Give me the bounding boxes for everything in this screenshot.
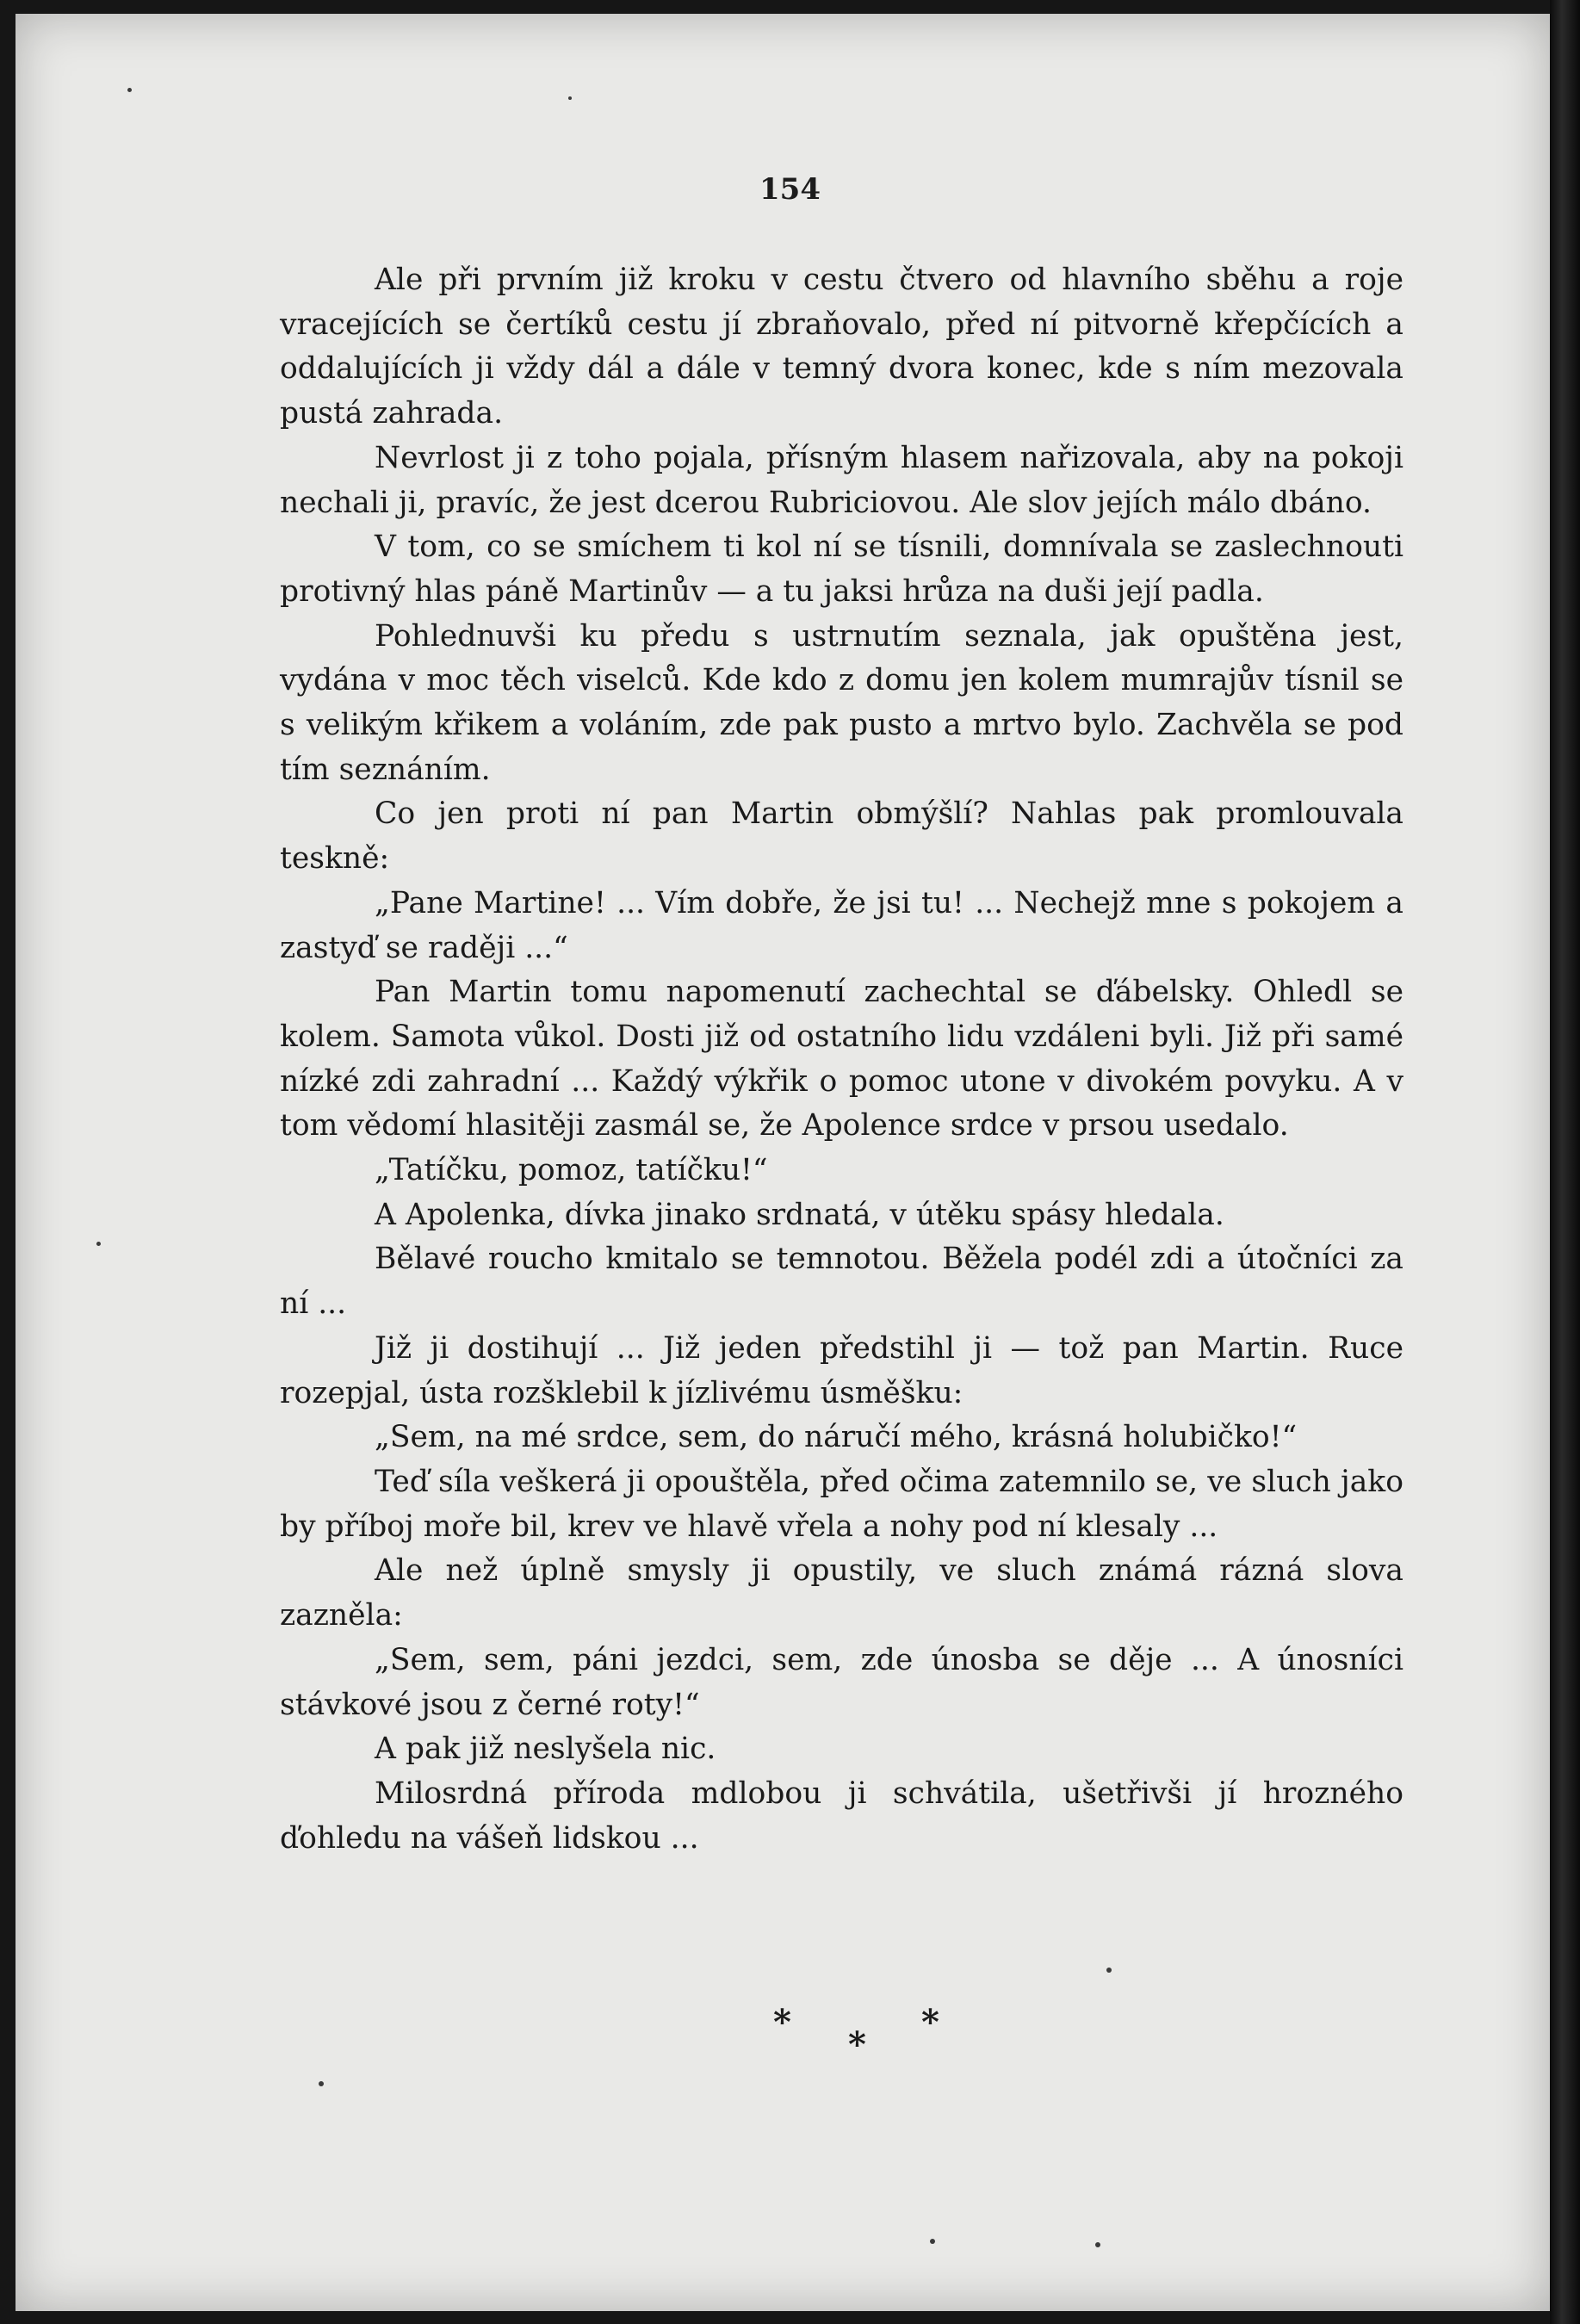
paragraph: „Pane Martine! ... Vím dobře, že jsi tu! ... Nechejž mne s pokojem a zastyď se raději ...“ [280,885,1403,965]
page-number: 154 [759,172,821,207]
asterisk: * [921,2002,939,2042]
asterisk: * [773,2002,791,2042]
paragraph: Bělavé roucho kmitalo se temnotou. Běžela podél zdi a útočníci za ní ... [280,1242,1403,1322]
paper-speck [127,88,132,92]
body-text [280,258,1403,1861]
paragraph: Teď síla veškerá ji opouštěla, před očima zatemnilo se, ve sluch jako by příboj moře bil, krev ve hlavě vřela a nohy pod ní klesaly ... [280,1464,1403,1544]
paragraph: Ale než úplně smysly ji opustily, ve sluch známá rázná slova zazněla: [280,1553,1403,1633]
paragraph: Co jen proti ní pan Martin obmýšlí? Nahlas pak promlouvala teskně: [280,796,1403,877]
paragraph: Milosrdná příroda mdlobou ji schvátila, ušetřivši jí hrozného ďohledu na vášeň lidskou ... [280,1776,1403,1856]
paragraph: A pak již neslyšela nic. [375,1732,716,1767]
book-spine-edge [1550,0,1580,2324]
section-break-asterism [0,2002,1580,2071]
paragraph: Pan Martin tomu napomenutí zachechtal se ďábelsky. Ohledl se kolem. Samota vůkol. Dosti již od ostatního lidu vzdáleni byli. Již při samé nízké zdi zahradní ... Každý výkřik o pomoc utone v divokém povyku. A v tom vědomí hlasitěji zasmál se, že Apolence srdce v prsou usedalo. [280,975,1403,1143]
paper-speck [930,2239,935,2244]
paragraph: „Tatíčku, pomoz, tatíčku!“ [375,1153,768,1188]
paper-speck [96,1242,101,1246]
paragraph: Pohlednuvši ku předu s ustrnutím seznala, jak opuštěna jest, vydána v moc těch viselců. Kde kdo z domu jen kolem mumrajův tísnil se s velikým křikem a voláním, zde pak pusto a mrtvo bylo. Zachvěla se pod tím seznáním. [280,618,1403,787]
paper-speck [1095,2242,1100,2247]
paragraph: Nevrlost ji z toho pojala, přísným hlasem nařizovala, aby na pokoji nechali ji, pravíc, že jest dcerou Rubriciovou. Ale slov jejích málo dbáno. [280,440,1403,520]
paragraph: Ale při prvním již kroku v cestu čtvero od hlavního sběhu a roje vracejících se čertíků cestu jí zbraňovalo, před ní pitvorně křepčících a oddalujících ji vždy dál a dále v temný dvora konec, kde s ním mezovala pustá zahrada. [280,263,1403,431]
paragraph: „Sem, sem, páni jezdci, sem, zde únosba se děje ... A únosníci stávkové jsou z černé roty!“ [280,1642,1403,1722]
paragraph: A Apolenka, dívka jinako srdnatá, v útěku spásy hledala. [375,1197,1224,1232]
paper-speck [1106,1968,1112,1973]
paragraph: „Sem, na mé srdce, sem, do náručí mého, krásná holubičko!“ [375,1420,1298,1455]
paper-speck [319,2081,324,2086]
paragraph: V tom, co se smíchem ti kol ní se tísnili, domnívala se zaslechnouti protivný hlas páně Martinův — a tu jaksi hrůza na duši její padla. [280,530,1403,609]
paper-speck [568,96,572,100]
paragraph: Již ji dostihují ... Již jeden předstihl ji — tož pan Martin. Ruce rozepjal, ústa rozšklebil k jízlivému úsměšku: [280,1330,1403,1410]
asterisk: * [848,2024,866,2065]
